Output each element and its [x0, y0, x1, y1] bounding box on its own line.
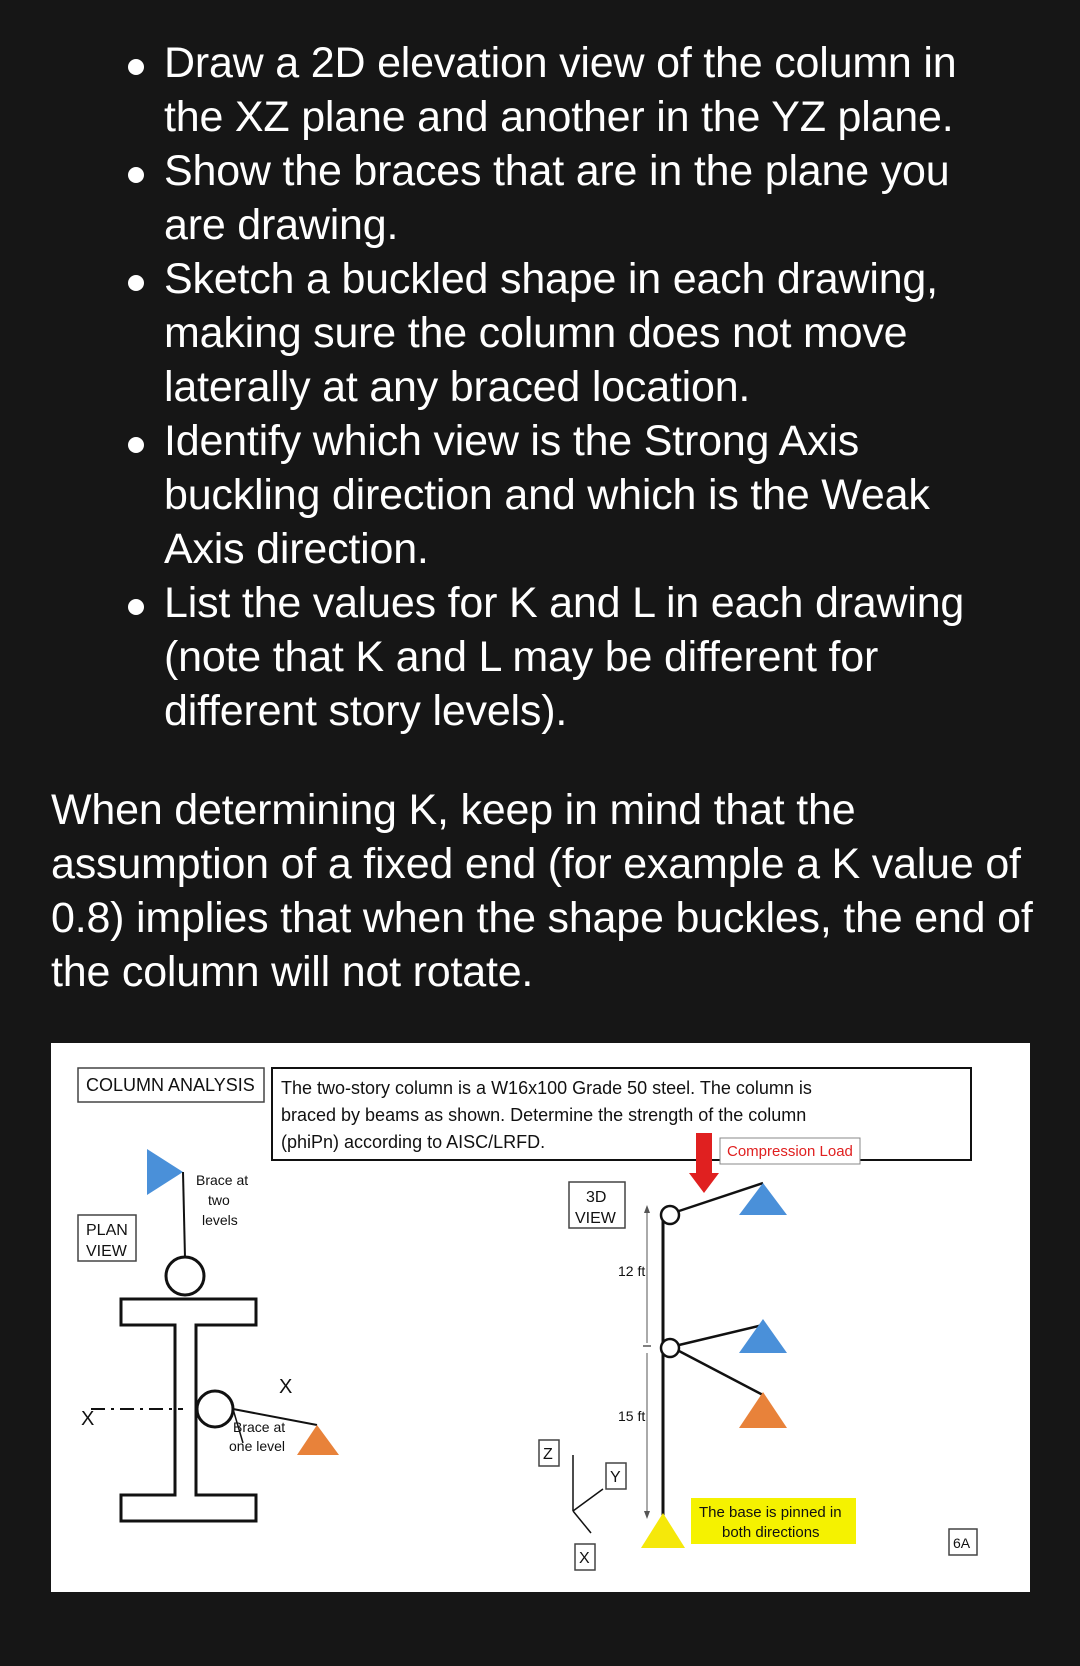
- axis-x-label: X: [579, 1550, 590, 1567]
- brace-one-level-label: one level: [229, 1438, 286, 1454]
- axis-z-label: Z: [543, 1446, 553, 1463]
- base-note-label: both directions: [722, 1524, 820, 1541]
- bullet-item: Draw a 2D elevation view of the column in the XZ plane and another in the YZ plane.: [118, 36, 1018, 144]
- column-analysis-figure: [51, 1043, 1030, 1592]
- axis-x-left-label: X: [81, 1408, 95, 1430]
- plan-view-label: VIEW: [86, 1243, 127, 1260]
- compression-load-label: Compression Load: [727, 1143, 853, 1160]
- bullet-item: Sketch a buckled shape in each drawing, making sure the column does not move laterally at any braced location.: [118, 252, 1018, 414]
- bullet-item: List the values for K and L in each drawing (note that K and L may be different for different story levels).: [118, 576, 1018, 738]
- axis-x-right-label: X: [279, 1376, 293, 1398]
- figure-id-label: 6A: [953, 1535, 971, 1551]
- pin-circle: [197, 1391, 233, 1427]
- base-note-label: The base is pinned in: [699, 1504, 842, 1521]
- pin-circle: [661, 1206, 679, 1224]
- brace-two-levels-label: Brace at: [196, 1172, 249, 1188]
- brace-triangle-orange: [739, 1392, 787, 1428]
- description-line: (phiPn) according to AISC/LRFD.: [281, 1132, 546, 1152]
- k-value-note: When determining K, keep in mind that the assumption of a fixed end (for example a K value of 0.8) implies that when the shape buckles, the end of the column will not rotate.: [51, 786, 1033, 996]
- view-3d-label: VIEW: [575, 1210, 616, 1227]
- title-label: COLUMN ANALYSIS: [86, 1075, 255, 1095]
- pin-circle: [166, 1257, 204, 1295]
- axis-y-label: Y: [610, 1469, 621, 1486]
- axis-triad: [573, 1455, 603, 1533]
- bullet-item: Identify which view is the Strong Axis buckling direction and which is the Weak Axis direction.: [118, 414, 1018, 576]
- plan-view-label: PLAN: [86, 1222, 128, 1239]
- brace-triangle-orange: [297, 1425, 339, 1455]
- dim-upper-label: 12 ft: [618, 1263, 646, 1279]
- dim-lower-label: 15 ft: [618, 1408, 646, 1424]
- brace-triangle-blue: [147, 1149, 183, 1195]
- pin-circle: [661, 1339, 679, 1357]
- view-3d-label: 3D: [586, 1189, 607, 1206]
- brace-two-levels-label: levels: [202, 1212, 238, 1228]
- instruction-list: [118, 36, 1018, 738]
- compression-load-arrow: [689, 1133, 719, 1193]
- description-line: braced by beams as shown. Determine the strength of the column: [281, 1105, 807, 1125]
- description-line: The two-story column is a W16x100 Grade 50 steel. The column is: [281, 1078, 812, 1098]
- brace-triangle-blue: [739, 1319, 787, 1353]
- brace-two-levels-label: two: [208, 1192, 230, 1208]
- brace-one-level-label: Brace at: [233, 1419, 286, 1435]
- base-pin-triangle: [641, 1513, 685, 1548]
- bullet-item: Show the braces that are in the plane you are drawing.: [118, 144, 1018, 252]
